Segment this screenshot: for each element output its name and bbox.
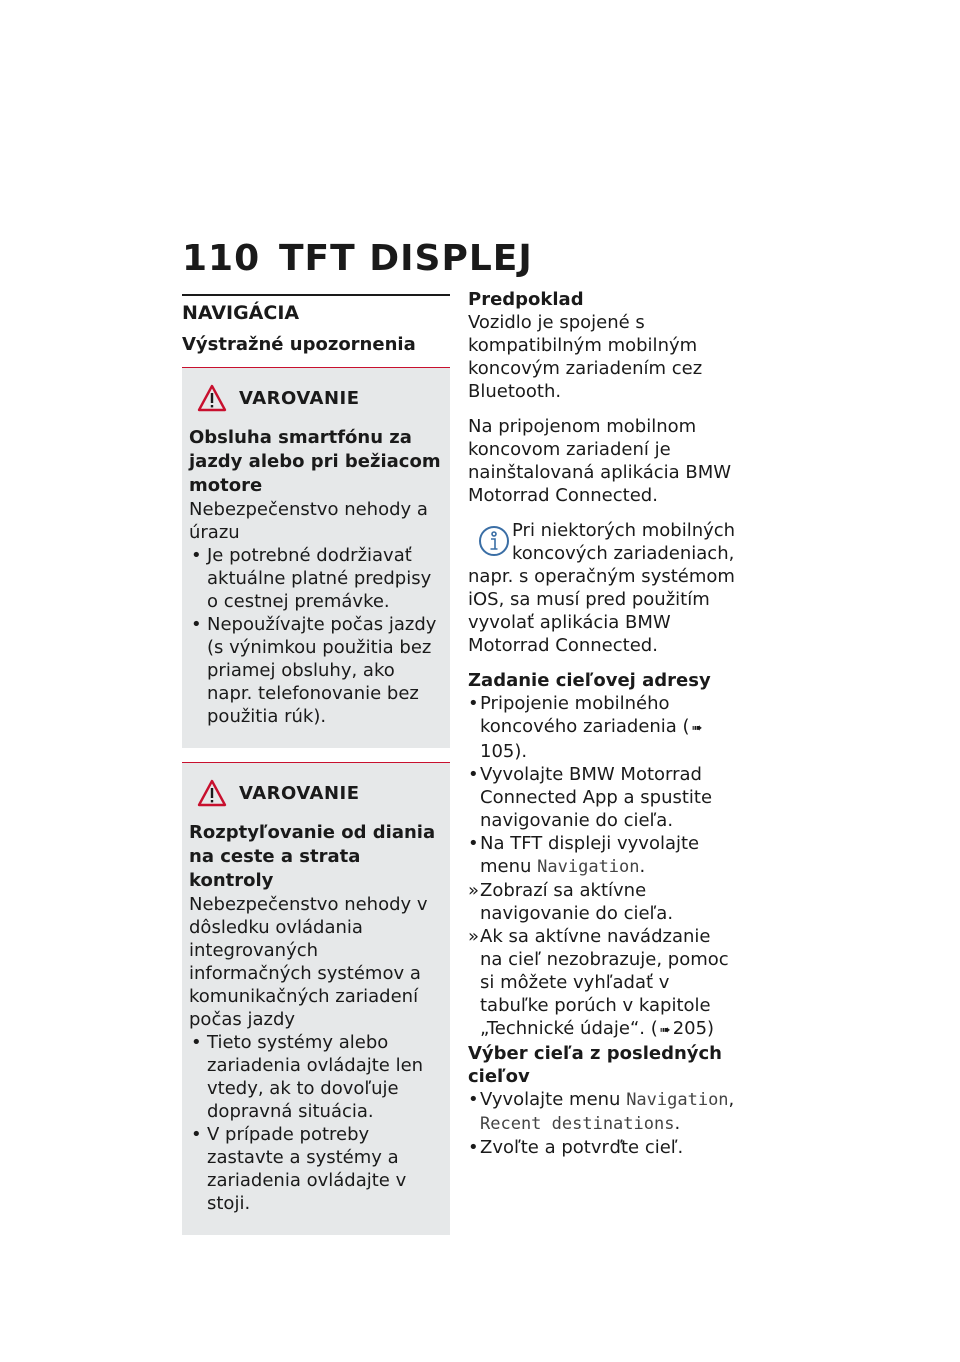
list-item: • Vyvolajte menu Navigation, Recent destinations. (468, 1088, 738, 1136)
list-item: • Zvoľte a potvrďte cieľ. (468, 1136, 738, 1159)
warning-box (182, 763, 450, 1235)
warning-header (197, 384, 443, 412)
page-header (182, 238, 533, 279)
list-item: • Nepoužívajte počas jazdy (s výnimkou použitia bez priamej obsluhy, ako napr. telefonovanie bez použitia rúk). (189, 613, 443, 728)
menu-code: Navigation (626, 1090, 729, 1110)
list-item: • Tieto systémy alebo zariadenia ovládajte len vtedy, ak to dovoľuje dopravná situácia. (189, 1031, 443, 1123)
info-text: Pri niektorých mobilných koncových zariadeniach, (512, 520, 736, 564)
list-item: • Na TFT displeji vyvolajte menu Navigation. (468, 832, 738, 879)
list-item: » Zobrazí sa aktívne navigovanie do cieľa. (468, 879, 738, 925)
page-reference-arrow-icon: ➠ (691, 721, 703, 736)
prerequisite-text: Na pripojenom mobilnom koncovom zariadení je nainštalovaná aplikácia BMW Motorrad Connected. (468, 416, 732, 506)
recent-destinations-title: Výber cieľa z posledných cieľov (468, 1043, 722, 1087)
prerequisite-text: Vozidlo je spojené s kompatibilným mobilným koncovým zariadením cez Bluetooth. (468, 312, 703, 402)
page-reference: 105 (480, 741, 515, 762)
destination-steps (468, 692, 738, 1042)
list-item: • Je potrebné dodržiavať aktuálne platné predpisy o cestnej premávke. (189, 544, 443, 613)
prerequisite-title: Predpoklad (468, 289, 584, 310)
destination-title: Zadanie cieľovej adresy (468, 670, 711, 691)
section-title: NAVIGÁCIA (182, 302, 300, 324)
warning-title: Obsluha smartfónu za jazdy alebo pri bežiacom motore (189, 427, 441, 496)
subsection-title: Výstražné upozornenia (182, 334, 416, 355)
info-note (468, 519, 738, 657)
warning-header (197, 779, 443, 807)
section-rule (182, 294, 450, 296)
warning-triangle-icon (197, 779, 227, 807)
menu-code: Navigation (537, 857, 640, 877)
list-item: • Vyvolajte BMW Motorrad Connected App a spustite navigovanie do cieľa. (468, 763, 738, 832)
info-text: napr. s operačným systémom iOS, sa musí pred použitím vyvolať aplikácia BMW Motorrad Connected. (468, 566, 735, 656)
warning-title: Rozptyľovanie od diania na ceste a strata kontroly (189, 822, 436, 891)
page-reference: 205 (672, 1018, 708, 1039)
warning-triangle-icon (197, 384, 227, 412)
warning-consequence: Nebezpečenstvo nehody v dôsledku ovládania integrovaných informačných systémov a komunikačných zariadení počas jazdy (189, 894, 428, 1030)
menu-code: Recent destinations (480, 1114, 675, 1134)
warning-label: VAROVANIE (239, 387, 360, 409)
page-number: 110 (182, 238, 261, 279)
chapter-title: TFT DISPLEJ (279, 238, 533, 279)
list-item: • Pripojenie mobilného koncového zariadenia ( ➠105). (468, 692, 738, 763)
recent-destinations-steps (468, 1088, 738, 1159)
warning-consequence: Nebezpečenstvo nehody a úrazu (189, 499, 428, 543)
list-item: • V prípade potreby zastavte a systémy a zariadenia ovládajte v stoji. (189, 1123, 443, 1215)
warning-list (189, 544, 443, 728)
info-icon (478, 525, 510, 557)
page-reference-arrow-icon: ➠ (659, 1023, 671, 1038)
warning-list (189, 1031, 443, 1215)
list-item: » Ak sa aktívne navádzanie na cieľ nezobrazuje, pomoc si môžete vyhľadať v tabuľke porúch v kapitole „Technické údaje“. ( ➠ 205) (468, 925, 738, 1042)
warning-label: VAROVANIE (239, 782, 360, 804)
left-column (182, 294, 450, 1235)
right-column (468, 288, 738, 1159)
warning-box (182, 368, 450, 748)
